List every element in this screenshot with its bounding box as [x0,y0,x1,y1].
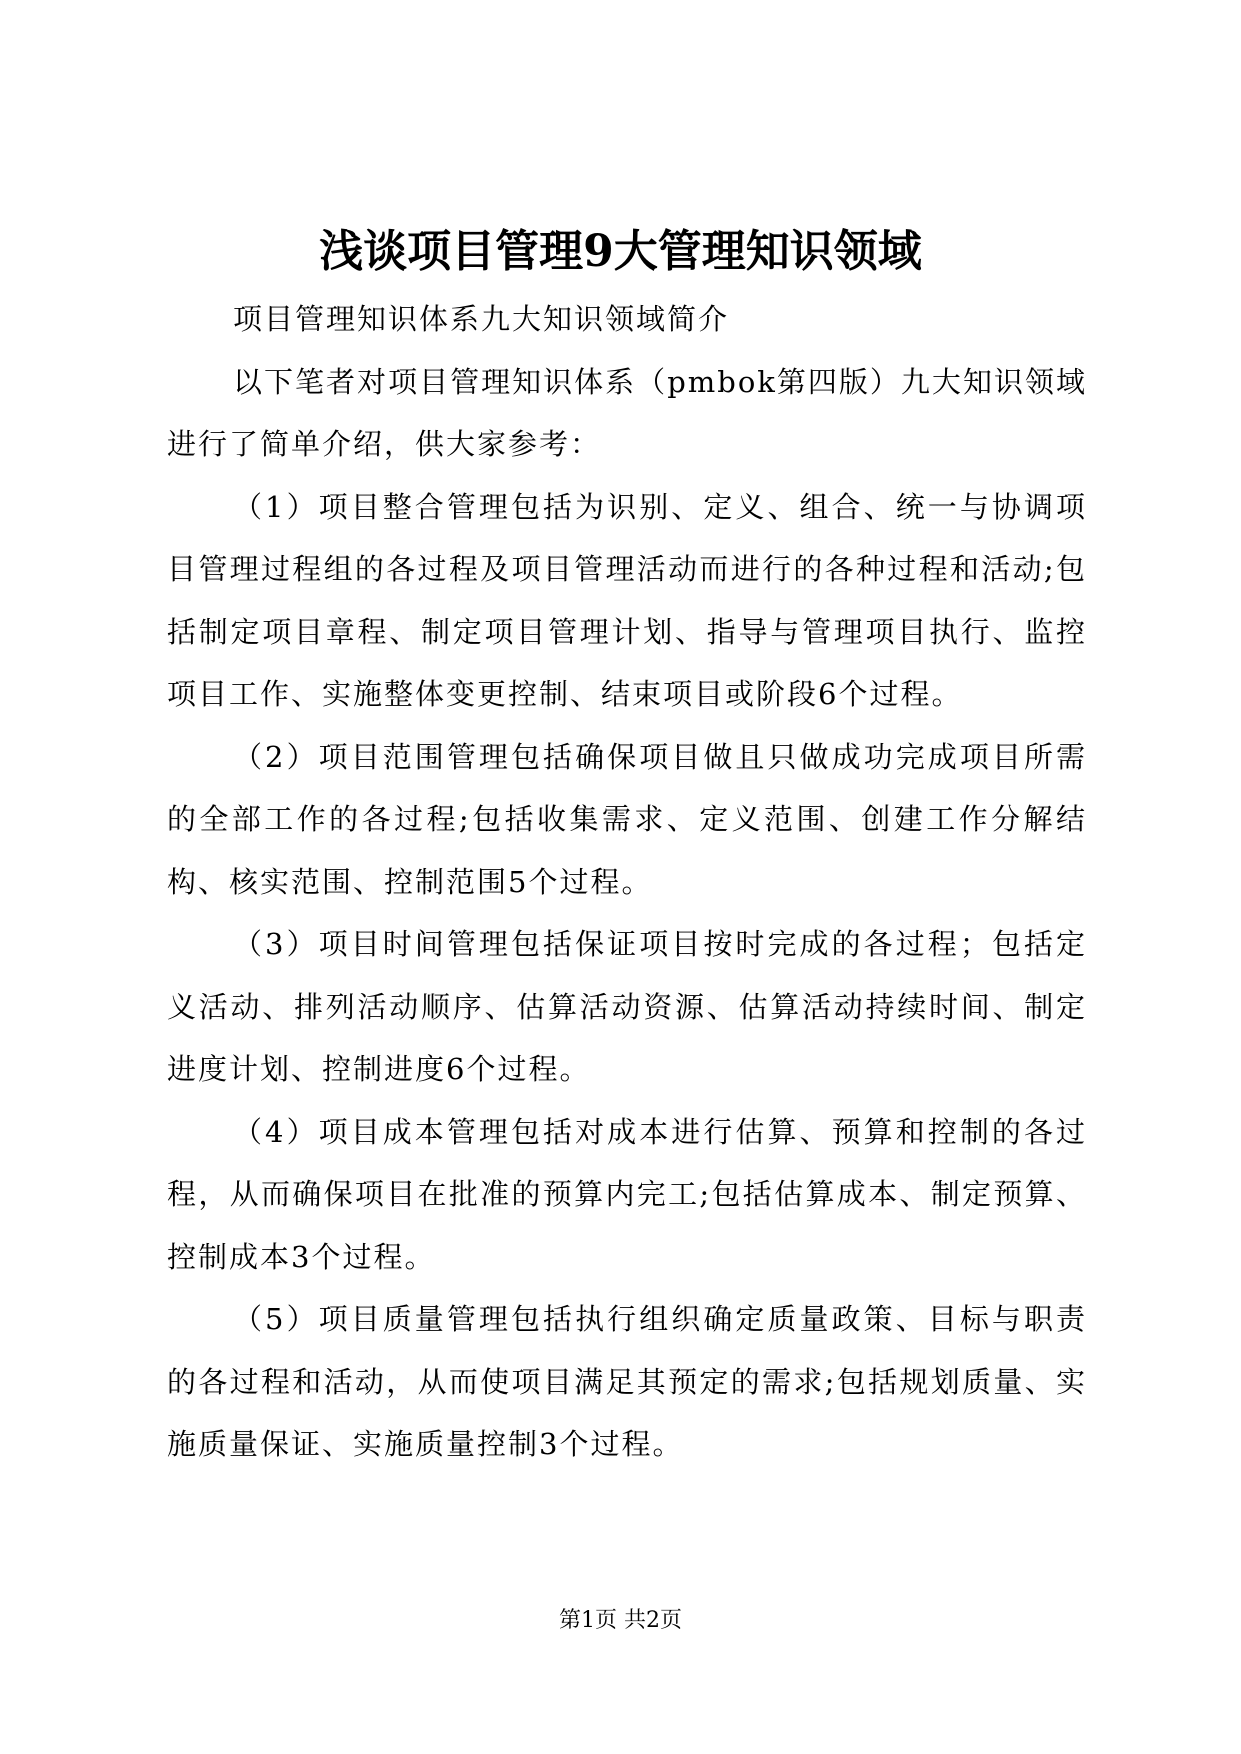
paragraph-integration-management: （1）项目整合管理包括为识别、定义、组合、统一与协调项目管理过程组的各过程及项目管理活动而进行的各种过程和活动;包括制定项目章程、制定项目管理计划、指导与管理项目执行、监控项目工作、实施整体变更控制、结束项目或阶段6个过程。 [167,489,1087,711]
paragraph-intro-heading: 项目管理知识体系九大知识领域简介 [233,302,730,336]
paragraph-time-management: （3）项目时间管理包括保证项目按时完成的各过程；包括定义活动、排列活动顺序、估算活动资源、估算活动持续时间、制定进度计划、控制进度6个过程。 [167,927,1087,1086]
paragraph-quality-management: （5）项目质量管理包括执行组织确定质量政策、目标与职责的各过程和活动，从而使项目满足其预定的需求;包括规划质量、实施质量保证、实施质量控制3个过程。 [167,1302,1087,1461]
page-number-footer: 第1页 共2页 [559,1608,682,1633]
paragraph-cost-management: （4）项目成本管理包括对成本进行估算、预算和控制的各过程，从而确保项目在批准的预算内完工;包括估算成本、制定预算、控制成本3个过程。 [167,1114,1087,1274]
paragraph-scope-management: （2）项目范围管理包括确保项目做且只做成功完成项目所需的全部工作的各过程;包括收集需求、定义范围、创建工作分解结构、核实范围、控制范围5个过程。 [167,739,1087,899]
paragraph-intro: 以下笔者对项目管理知识体系（pmbok第四版）九大知识领域进行了简单介绍，供大家参考： [167,364,1087,461]
document-title: 浅谈项目管理9大管理知识领域 [319,226,922,277]
document-body [167,288,1087,1476]
